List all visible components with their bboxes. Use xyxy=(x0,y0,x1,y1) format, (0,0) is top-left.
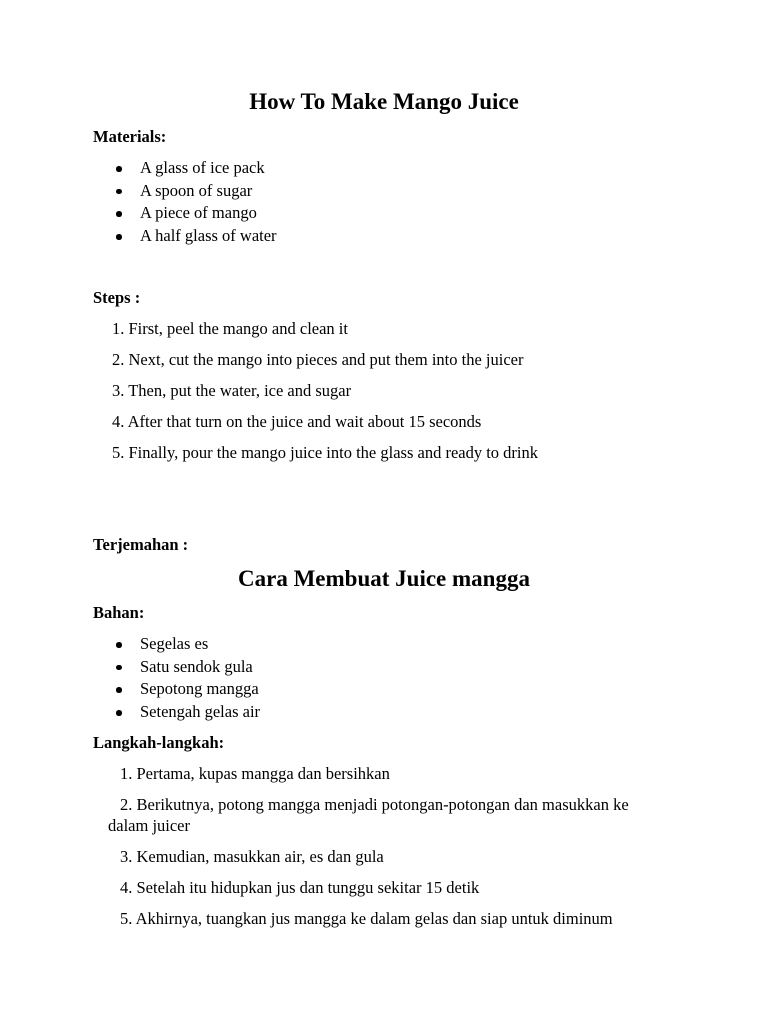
bullet-icon xyxy=(116,189,122,195)
step-item: 3. Then, put the water, ice and sugar xyxy=(112,381,352,400)
materials-heading: Materials: xyxy=(93,127,167,146)
bullet-icon xyxy=(116,710,122,716)
step-item: 2. Next, cut the mango into pieces and put them into the juicer xyxy=(112,350,524,369)
step-item: 4. After that turn on the juice and wait about 15 seconds xyxy=(112,412,482,431)
step-item: 1. Pertama, kupas mangga dan bersihkan xyxy=(120,764,390,783)
bullet-icon xyxy=(116,166,122,172)
steps-heading: Steps : xyxy=(93,288,141,307)
step-item: 4. Setelah itu hidupkan jus dan tunggu sekitar 15 detik xyxy=(120,878,480,897)
step-item: 5. Akhirnya, tuangkan jus mangga ke dalam gelas dan siap untuk diminum xyxy=(120,909,613,928)
bullet-icon xyxy=(116,665,122,671)
step-item: 2. Berikutnya, potong mangga menjadi potongan-potongan dan masukkan ke dalam juicer xyxy=(108,795,629,835)
bullet-icon xyxy=(116,687,122,693)
bullet-icon xyxy=(116,642,122,648)
translated-materials-heading: Bahan: xyxy=(93,603,145,622)
step-item: 3. Kemudian, masukkan air, es dan gula xyxy=(120,847,384,866)
bullet-icon xyxy=(116,234,122,240)
translated-title: Cara Membuat Juice mangga xyxy=(238,566,530,591)
document-page: How To Make Mango Juice Materials: A glass of ice pack A spoon of sugar A piece of mango A half glass of water Steps : 1. First, peel the mango and clean it 2. Next, cut the mango into pieces and put them into the juicer 3. Then, put the water, ice and sugar 4. After that turn on the juice and wait about 15 seconds 5. Finally, pour the mango juice into the glass and ready to drink Terjemahan : Cara Membuat Juice mangga Bahan: Segelas es Satu sendok gula Sepotong mangga Setengah gelas air Langkah-langkah: 1. Pertama, kupas mangga dan bersihkan 2. Berikutnya, potong mangga menjadi potongan-potongan dan masukkan ke dalam juicer 3. Kemudian, masukkan air, es dan gula 4. Setelah itu hidupkan jus dan tunggu sekitar 15 detik 5. Akhirnya, tuangkan jus mangga ke dalam gelas dan siap untuk diminum xyxy=(0,0,768,1024)
step-item: 5. Finally, pour the mango juice into the glass and ready to drink xyxy=(112,443,539,462)
translated-steps-heading: Langkah-langkah: xyxy=(93,733,225,752)
page-title: How To Make Mango Juice xyxy=(249,89,519,114)
bullet-icon xyxy=(116,211,122,217)
step-item: 1. First, peel the mango and clean it xyxy=(112,319,348,338)
translation-label: Terjemahan : xyxy=(93,535,189,554)
